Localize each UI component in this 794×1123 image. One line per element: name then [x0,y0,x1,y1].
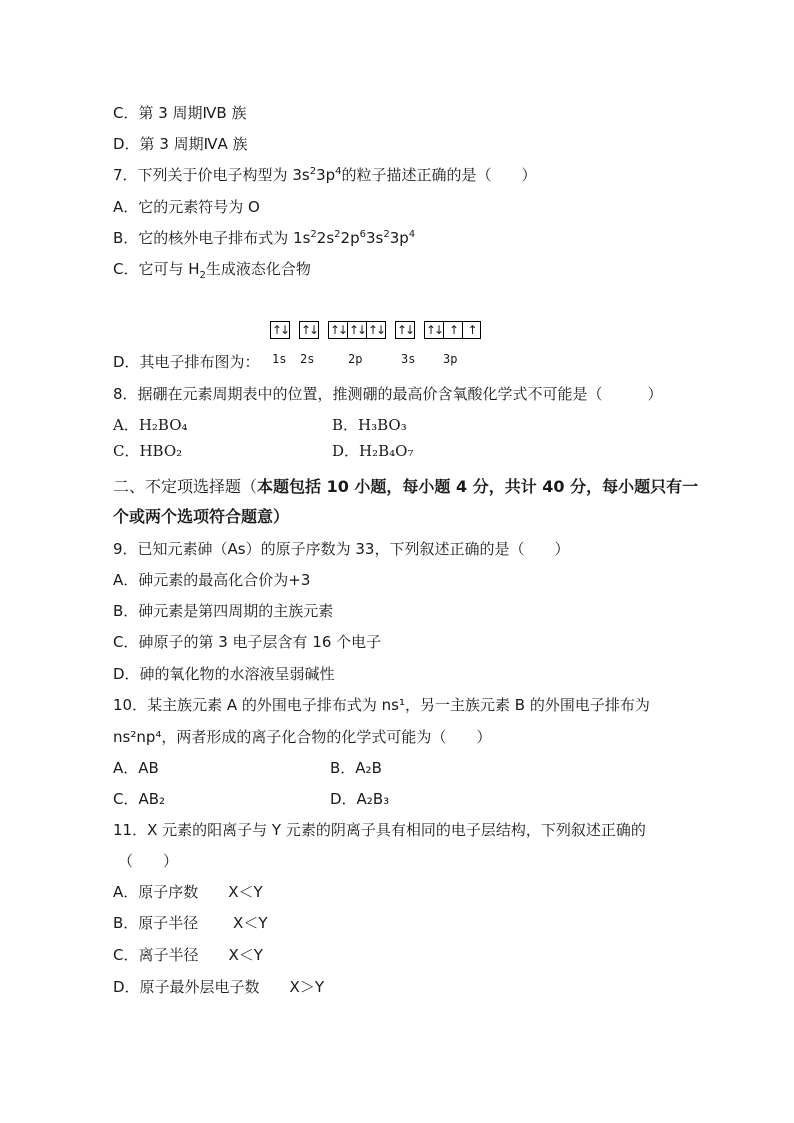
q10-option-c: C．AB₂ [113,790,166,808]
q8-option-b: B．H₃BO₃ [332,416,407,434]
q7-option-a: A．它的元素符号为 O [113,198,260,216]
q7-config-term: 3p [389,229,409,247]
q11-option-b: B．原子半径 X＜Y [113,914,268,932]
orbital-box-1s: ↑↓ [271,323,289,337]
orbital-box-3p: ↑ [443,321,463,339]
q10-stem-line1: 10．某主族元素 A 的外围电子排布式为 ns¹，另一主族元素 B 的外围电子排布为 [113,696,650,714]
q7-option-c-prefix: C．它可与 H [113,260,200,278]
section2-title [113,477,698,497]
q8-option-a: A．H₂BO₄ [113,416,188,434]
q7-config-exp: 2 [383,229,390,240]
q9-option-d: D．砷的氧化物的水溶液呈弱碱性 [113,665,335,683]
q7-option-b [113,228,415,248]
q7-option-c-sub: 2 [199,270,206,281]
q8-option-d: D．H₂B₄O₇ [332,442,414,460]
q7-option-d: D．其电子排布图为： [113,353,260,371]
q9-option-b: B．砷元素是第四周期的主族元素 [113,602,334,620]
q7-config-exp: 2 [310,229,317,240]
q7-config-3s-exp: 2 [309,166,317,177]
q7-config-exp: 2 [334,229,341,240]
orbital-box-2s: ↑↓ [300,323,318,337]
orbital-box-2p: ↑↓ [348,323,366,337]
q7-config-term: 2s [316,229,335,247]
q10-stem-line2: ns²np⁴，两者形成的离子化合物的化学式可能为（ ） [113,728,492,746]
section2-title-bold: 本题包括 10 小题，每小题 4 分，共计 40 分，每小题只有一 [257,477,699,496]
q10-option-b: B．A₂B [330,759,382,777]
q11-stem-line2: （ ） [118,852,179,870]
orbital-box-3p: ↑↓ [425,323,443,337]
orbital-label-2s: 2s [300,352,315,366]
section2-title-plain: 二、不定项选择题（ [113,477,258,496]
orbital-label-3s: 3s [401,352,416,366]
q6-option-d: D．第 3 周期ⅣA 族 [113,135,248,153]
q7-config-3p-exp: 4 [335,166,342,177]
orbital-label-3p: 3p [443,352,458,366]
q7-option-c-suffix: 生成液态化合物 [205,260,311,278]
q11-option-a: A．原子序数 X＜Y [113,883,263,901]
orbital-box-2p: ↑↓ [329,323,347,337]
q9-option-c: C．砷原子的第 3 电子层含有 16 个电子 [113,633,382,651]
q7-stem-suffix: 的粒子描述正确的是（ ） [341,166,537,184]
orbital-box-3s: ↑↓ [396,323,414,337]
q7-config-exp: 4 [408,229,416,240]
orbital-box-2p: ↑↓ [367,323,385,337]
q10-option-d: D．A₂B₃ [330,790,390,808]
q7-stem [113,165,537,185]
q8-stem: 8．据硼在元素周期表中的位置，推测硼的最高价含氧酸化学式不可能是（ ） [113,385,663,403]
q7-option-b-prefix: B．它的核外电子排布式为 [113,229,294,247]
q7-config-3s: 3s [292,166,310,184]
q9-option-a: A．砷元素的最高化合价为+3 [113,571,311,589]
q8-option-c: C．HBO₂ [113,442,183,460]
q7-config-term: 2p [340,229,360,247]
q7-config-3p: 3p [316,166,336,184]
q11-stem-line1: 11．X 元素的阳离子与 Y 元素的阴离子具有相同的电子层结构，下列叙述正确的 [113,821,646,839]
q7-config-term: 1s [293,229,311,247]
orbital-label-2p: 2p [348,352,363,366]
q10-option-a: A．AB [113,759,159,777]
q11-option-d: D．原子最外层电子数 X＞Y [113,978,324,996]
section2-title-line2: 个或两个选项符合题意） [113,507,290,526]
q7-stem-prefix: 7．下列关于价电子构型为 [113,166,293,184]
q7-config-exp: 6 [359,229,366,240]
q7-option-c [113,259,311,279]
orbital-box-3p: ↑ [462,321,481,339]
q7-config-term: 3s [365,229,384,247]
q11-option-c: C．离子半径 X＜Y [113,946,263,964]
q6-option-c: C．第 3 周期ⅣB 族 [113,104,247,122]
orbital-label-1s: 1s [272,352,287,366]
q9-stem: 9．已知元素砷（As）的原子序数为 33，下列叙述正确的是（ ） [113,540,570,558]
